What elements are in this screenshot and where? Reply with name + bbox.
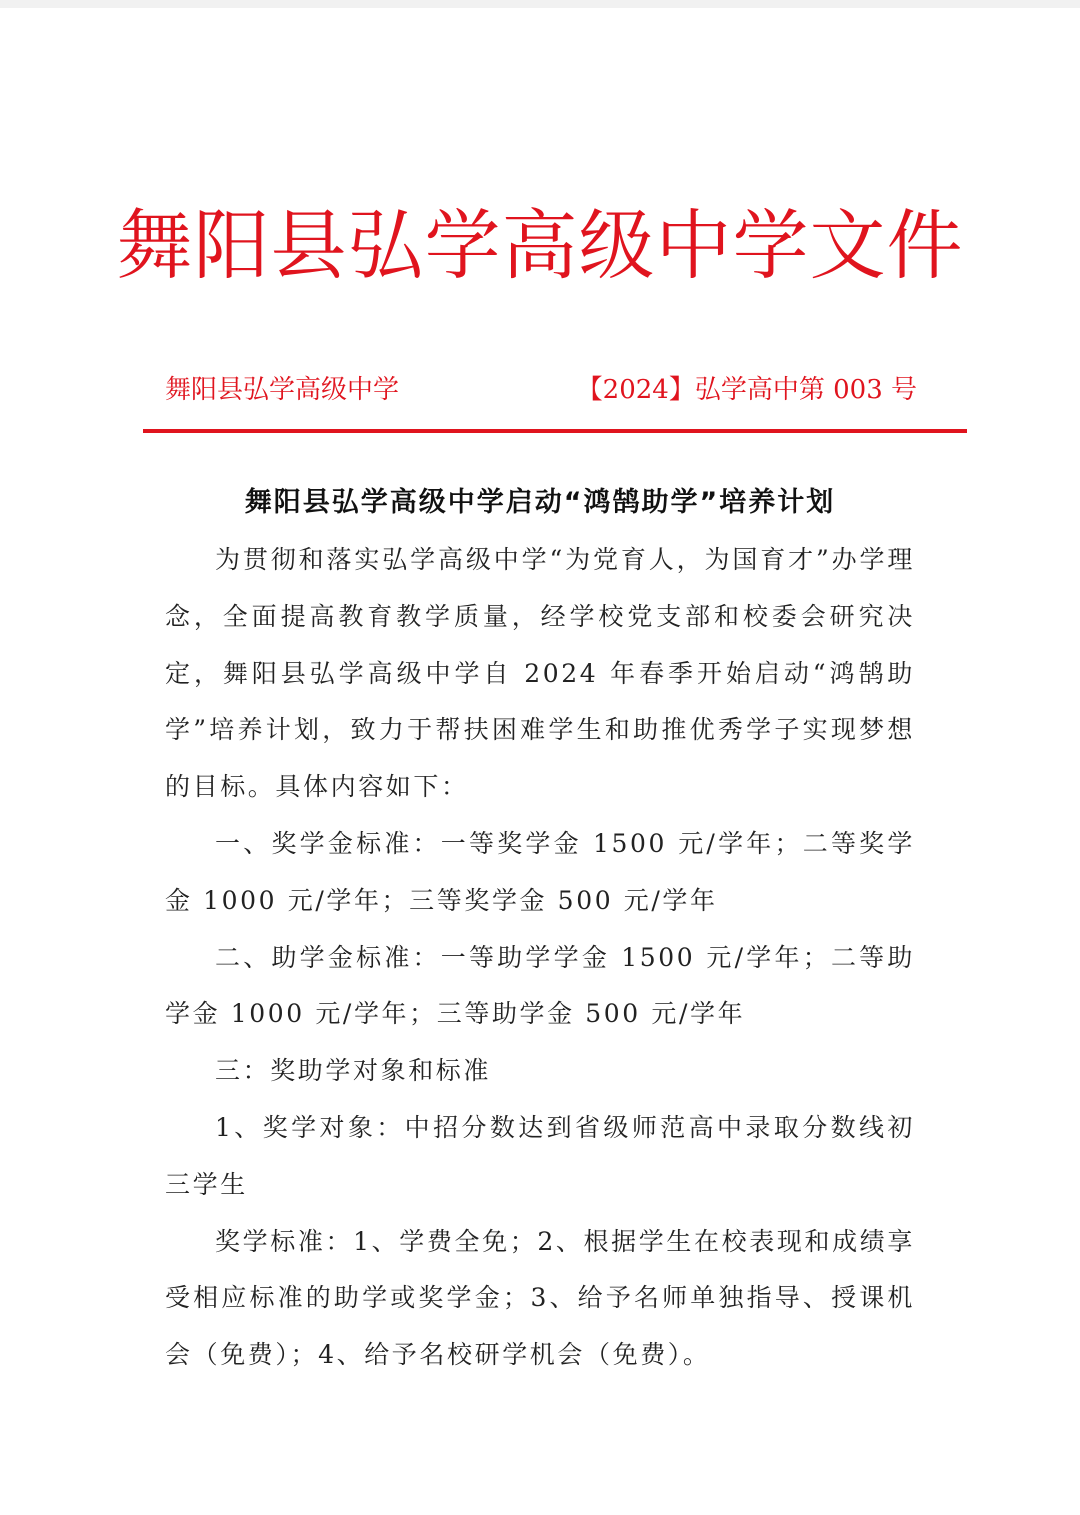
document-heading: 舞阳县弘学高级中学文件 (116, 201, 964, 290)
paragraph-scholarship-standard: 一、奖学金标准：一等奖学金 1500 元/学年；二等奖学金 1000 元/学年；三等奖学金 500 元/学年 (165, 828, 915, 915)
paragraph-scholarship-benefits: 奖学标准：1、学费全免；2、根据学生在校表现和成绩享受相应标准的助学或奖学金；3、给予名师单独指导、授课机会（免费）；4、给予名校研学机会（免费）。 (165, 1226, 915, 1370)
paragraph-scholarship-target: 1、奖学对象：中招分数达到省级师范高中录取分数线初三学生 (165, 1112, 915, 1199)
top-status-strip (0, 0, 1080, 8)
document-meta-row (165, 368, 917, 412)
red-divider-line (143, 429, 967, 433)
article-title: 舞阳县弘学高级中学启动“鸿鹄助学”培养计划 (244, 487, 836, 518)
paragraph-section-three-heading: 三：奖助学对象和标准 (215, 1056, 492, 1086)
article-body (165, 532, 915, 1384)
paragraph-intro: 为贯彻和落实弘学高级中学“为党育人，为国育才”办学理念，全面提高教育教学质量，经学校党支部和校委会研究决定，舞阳县弘学高级中学自 2024 年春季开始启动“鸿鹄助学”培养计划，致力于帮扶困难学生和助推优秀学子实现梦想的目标。具体内容如下： (165, 545, 915, 802)
paragraph-grant-standard: 二、助学金标准：一等助学学金 1500 元/学年；二等助学金 1000 元/学年；三等助学金 500 元/学年 (165, 942, 915, 1029)
document-number: 【2024】弘学高中第 003 号 (576, 375, 917, 405)
issuer-name: 舞阳县弘学高级中学 (165, 375, 400, 405)
